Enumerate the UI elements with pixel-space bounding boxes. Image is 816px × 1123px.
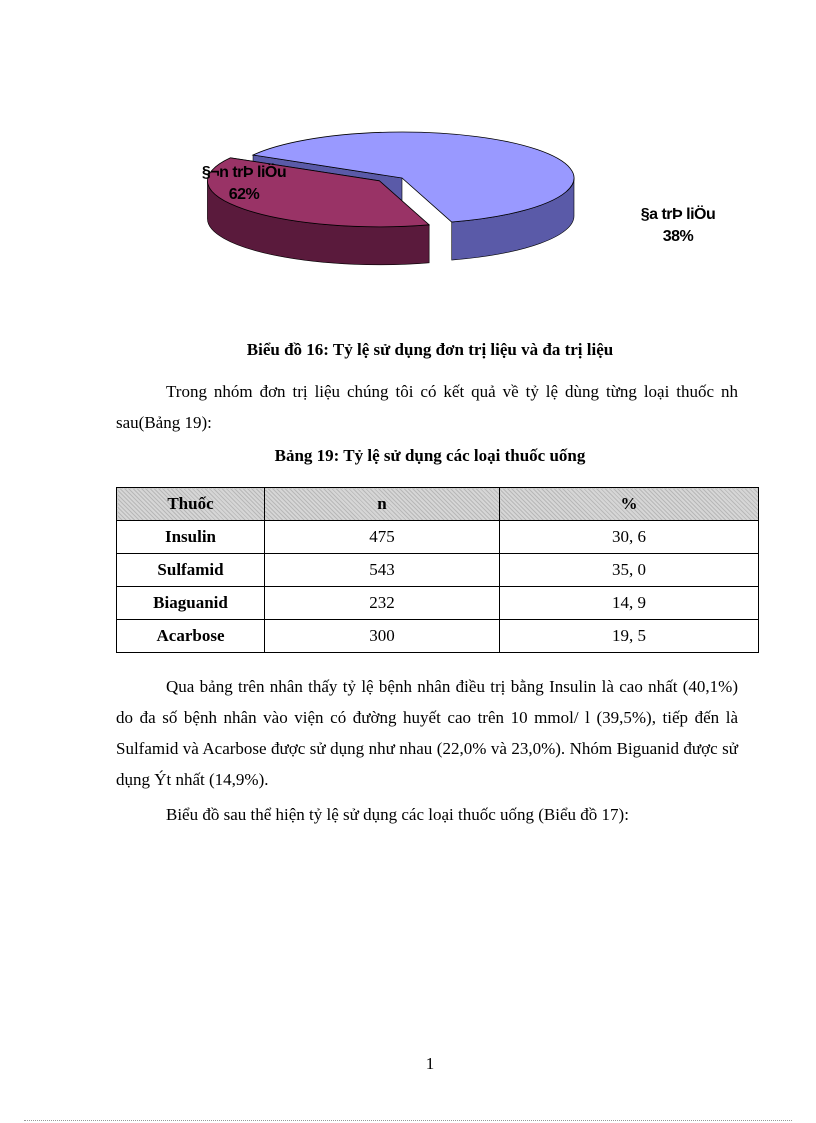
pie-chart	[180, 128, 740, 278]
slice-label-right-name: §a trÞ liÖu	[640, 206, 716, 223]
intro-paragraph: Trong nhóm đơn trị liệu chúng tôi có kết quả về tỷ lệ dùng từng loại thuốc nh sau(Bảng 19):	[116, 382, 738, 432]
slice-label-right	[628, 204, 728, 248]
table-row	[117, 521, 759, 554]
drug-table	[116, 487, 759, 653]
table-row	[117, 554, 759, 587]
cell-n: 475	[265, 521, 500, 554]
table-row	[117, 587, 759, 620]
cell-drug: Insulin	[117, 521, 265, 554]
header-drug: Thuốc	[117, 488, 265, 521]
cell-drug: Biaguanid	[117, 587, 265, 620]
bottom-rule	[24, 1120, 792, 1121]
header-n: n	[265, 488, 500, 521]
slice-label-left-name: §¬n trÞ liÖu	[201, 164, 287, 181]
cell-percent: 35, 0	[500, 554, 759, 587]
slice-label-left-percent: 62%	[228, 186, 260, 203]
table-header-row	[117, 488, 759, 521]
table-title: Bảng 19: Tỷ lệ sử dụng các loại thuốc uống	[274, 446, 586, 465]
cell-n: 300	[265, 620, 500, 653]
cell-n: 232	[265, 587, 500, 620]
analysis-paragraph: Qua bảng trên nhân thấy tỷ lệ bệnh nhân điều trị bằng Insulin là cao nhất (40,1%) do đa số bệnh nhân vào viện có đường huyết cao trên 10 mmol/ l (39,5%), tiếp đến là Sulfamid và Acarbose được sử dụng như nhau (22,0% và 23,0%). Nhóm Biguanid được sử dụng Ýt nhất (14,9%).	[116, 677, 738, 789]
slice-label-left	[194, 162, 294, 206]
header-percent: %	[500, 488, 759, 521]
cell-n: 543	[265, 554, 500, 587]
cell-percent: 30, 6	[500, 521, 759, 554]
page-number: 1	[425, 1054, 435, 1073]
table-row	[117, 620, 759, 653]
slice-label-right-percent: 38%	[662, 228, 694, 245]
closing-paragraph: Biểu đồ sau thể hiện tỷ lệ sử dụng các loại thuốc uống (Biểu đồ 17):	[166, 805, 629, 824]
cell-drug: Sulfamid	[117, 554, 265, 587]
cell-percent: 14, 9	[500, 587, 759, 620]
cell-percent: 19, 5	[500, 620, 759, 653]
chart-caption: Biểu đồ 16: Tỷ lệ sử dụng đơn trị liệu và đa trị liệu	[246, 340, 614, 359]
cell-drug: Acarbose	[117, 620, 265, 653]
